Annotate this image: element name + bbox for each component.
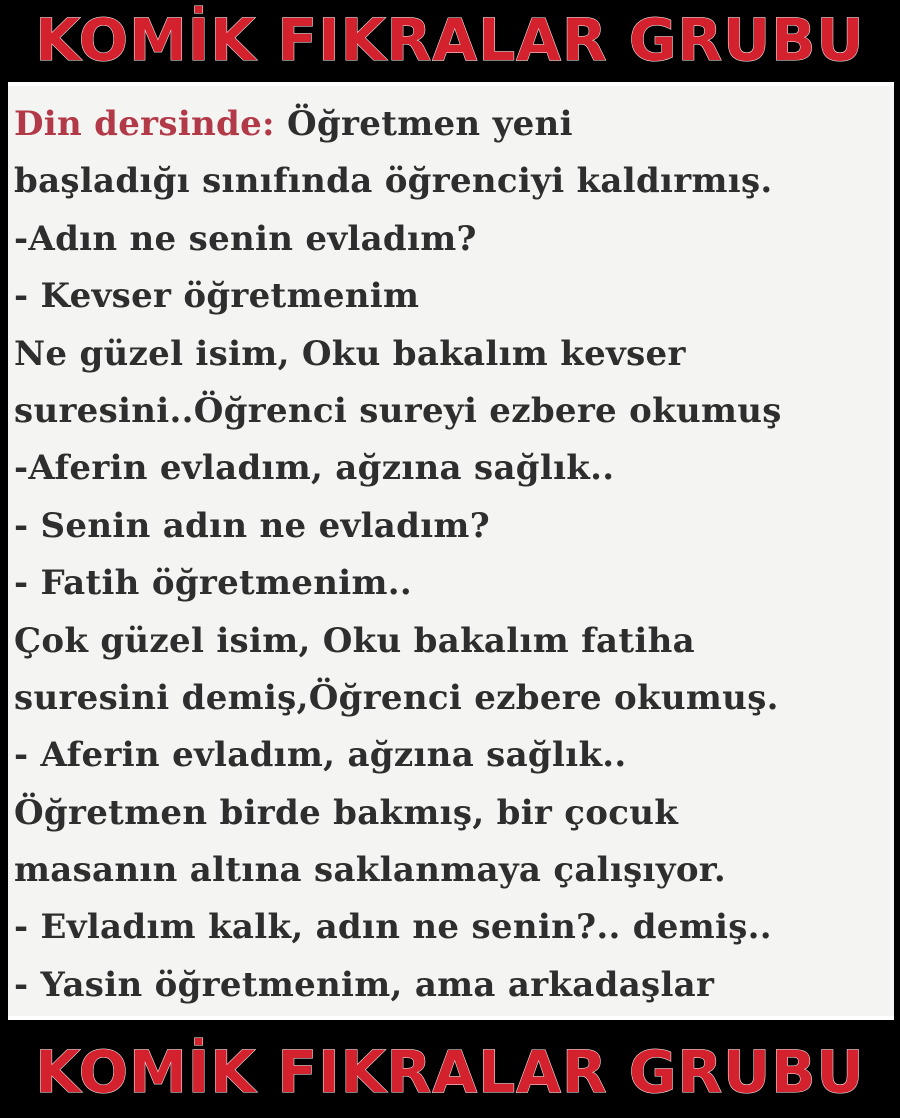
joke-line: - Evladım kalk, adın ne senin?.. demiş.. <box>14 907 772 948</box>
joke-line <box>14 1014 890 1020</box>
joke-line: başladığı sınıfında öğrenciyi kaldırmış. <box>14 161 773 202</box>
joke-first-line: Öğretmen yeni <box>274 104 573 144</box>
bottom-banner <box>0 1030 900 1118</box>
joke-line: suresini..Öğrenci sureyi ezbere okumuş <box>14 390 782 431</box>
joke-line: - Senin adın ne evladım? <box>14 505 490 546</box>
joke-line: - Yasin öğretmenim, ama arkadaşlar <box>14 964 715 1005</box>
joke-line: masanın altına saklanmaya çalışıyor. <box>14 850 727 891</box>
top-banner-title: KOMİK FIKRALAR GRUBU <box>35 6 865 74</box>
joke-line: - Fatih öğretmenim.. <box>14 563 413 604</box>
bottom-banner-title: KOMİK FIKRALAR GRUBU <box>35 1038 865 1106</box>
joke-lead: Din dersinde: <box>14 104 275 144</box>
joke-line: - Kevser öğretmenim <box>14 276 420 317</box>
joke-line: suresini demiş,Öğrenci ezbere okumuş. <box>14 677 779 718</box>
joke-line <box>14 96 890 153</box>
joke-line: Öğretmen birde bakmış, bir çocuk <box>14 792 679 833</box>
joke-line: Ne güzel isim, Oku bakalım kevser <box>14 333 686 374</box>
joke-line: - Aferin evladım, ağzına sağlık.. <box>14 735 627 776</box>
joke-text <box>14 96 890 1020</box>
joke-line: Çok güzel isim, Oku bakalım fatiha <box>14 620 695 661</box>
top-banner <box>0 0 900 80</box>
joke-line: -Aferin evladım, ağzına sağlık.. <box>14 448 615 489</box>
joke-line: -Adın ne senin evladım? <box>14 218 477 259</box>
joke-card <box>8 82 894 1020</box>
